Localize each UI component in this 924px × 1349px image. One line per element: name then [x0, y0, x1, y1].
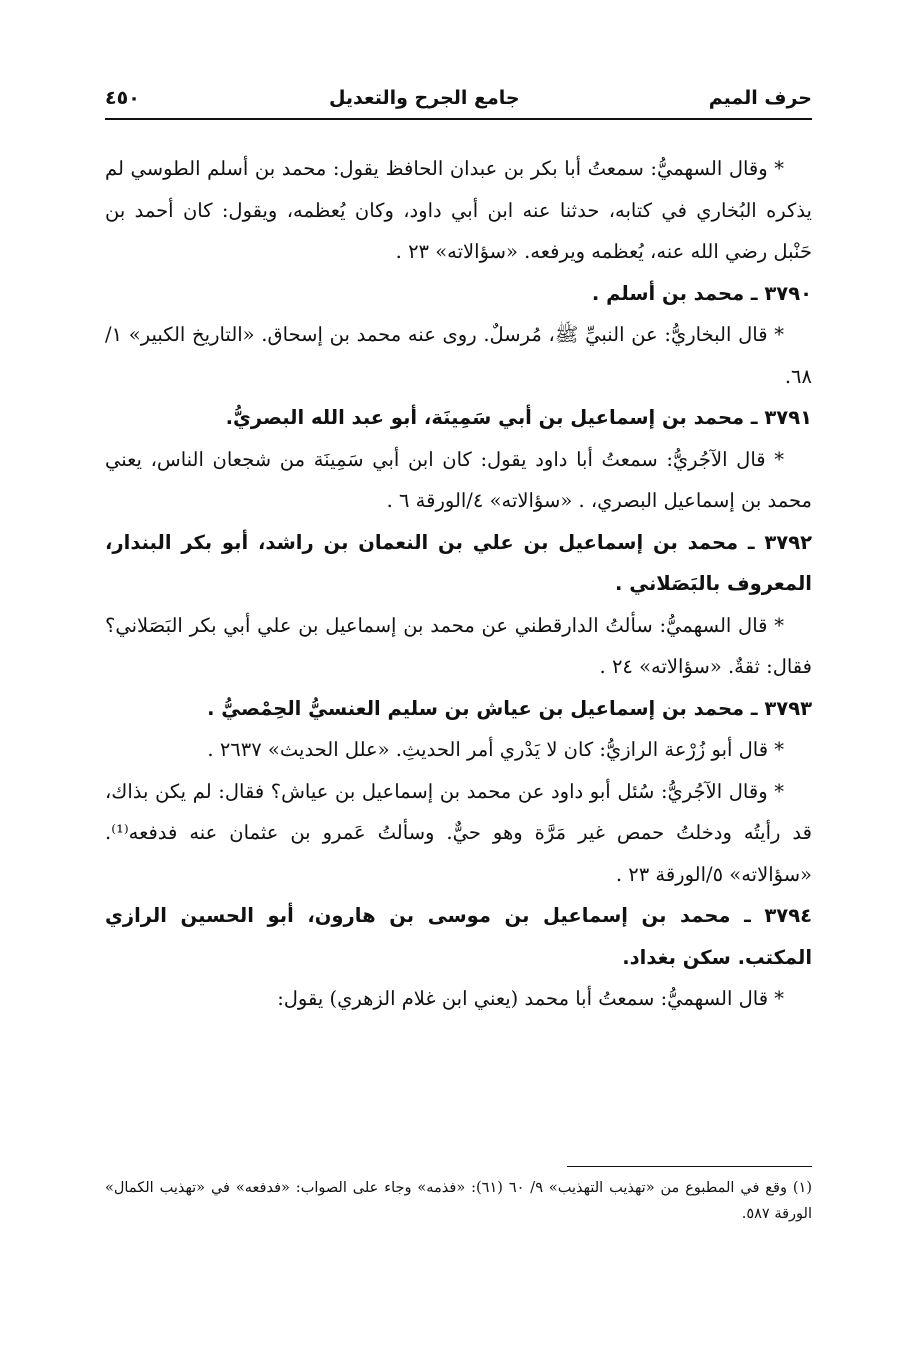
paragraph: * قال البخاريُّ: عن النبيِّ ﷺ، مُرسلٌ. روى عنه محمد بن إسحاق. «التاريخ الكبير» ١/ ٦٨. — [105, 323, 812, 388]
entry-heading: ٣٧٩٠ ـ محمد بن أسلم . — [591, 281, 812, 305]
page-body — [105, 148, 812, 1020]
paragraph: * قال السهميُّ: سمعتُ أبا محمد (يعني ابن غلام الزهري) يقول: — [277, 987, 784, 1010]
paragraph: * وقال السهميُّ: سمعتُ أبا بكر بن عبدان الحافظ يقول: محمد بن أسلم الطوسي لم يذكره البُخاري في كتابه، حدثنا عنه ابن أبي داود، وكان يُعظمه، ويقول: كان أحمد بن حَنْبل رضي الله عنه، يُعظمه ويرفعه. «سؤالاته» ٢٣ . — [105, 157, 812, 263]
book-title: جامع الجرح والتعديل — [328, 87, 520, 109]
paragraph: * قال أبو زُرْعة الرازيُّ: كان لا يَدْري أمر الحديثِ. «علل الحديث» ٢٦٣٧ . — [207, 738, 784, 761]
footnote: (١) وقع في المطبوع من «تهذيب التهذيب» ٩/ ٦٠ (٦١): «فذمه» وجاء على الصواب: «فدفعه» في «تهذيب الكمال» الورقة ٥٨٧. — [105, 1180, 812, 1222]
entry-heading: ٣٧٩١ ـ محمد بن إسماعيل بن أبي سَمِينَة، أبو عبد الله البصريُّ. — [225, 406, 812, 429]
paragraph: * قال الآجُريُّ: سمعتُ أبا داود يقول: كان ابن أبي سَمِينَة من شجعان الناس، يعني محمد بن إسماعيل البصري، . «سؤالاته» ٤/الورقة ٦ . — [105, 447, 812, 512]
entry-heading: ٣٧٩٣ ـ محمد بن إسماعيل بن عياش بن سليم العنسيُّ الحِمْصيُّ . — [207, 696, 812, 720]
entry-heading: ٣٧٩٤ ـ محمد بن إسماعيل بن موسى بن هارون، أبو الحسين الرازي المكتب. سكن بغداد. — [105, 904, 812, 969]
section-title: حرف الميم — [708, 87, 812, 109]
footnote-rule — [567, 1166, 812, 1167]
paragraph: * وقال الآجُريُّ: سُئل أبو داود عن محمد بن إسماعيل بن عياش؟ فقال: لم يكن بذاك، قد رأيتُه ودخلتُ حمص غير مَرَّة وهو حيٌّ. وسألتُ عَمرو بن عثمان عنه فدفعه⁽¹⁾. «سؤالاته» ٥/الورقة ٢٣ . — [105, 779, 812, 886]
header-rule — [105, 118, 812, 120]
page-number: ٤٥٠ — [105, 87, 140, 109]
page-header — [105, 80, 812, 116]
entry-heading: ٣٧٩٢ ـ محمد بن إسماعيل بن علي بن النعمان بن راشد، أبو بكر البندار، المعروف بالبَصَلاني . — [105, 530, 812, 595]
paragraph: * قال السهميُّ: سألتُ الدارقطني عن محمد بن إسماعيل بن علي أبي بكر البَصَلاني؟ فقال: ثقةٌ. «سؤالاته» ٢٤ . — [105, 613, 812, 678]
